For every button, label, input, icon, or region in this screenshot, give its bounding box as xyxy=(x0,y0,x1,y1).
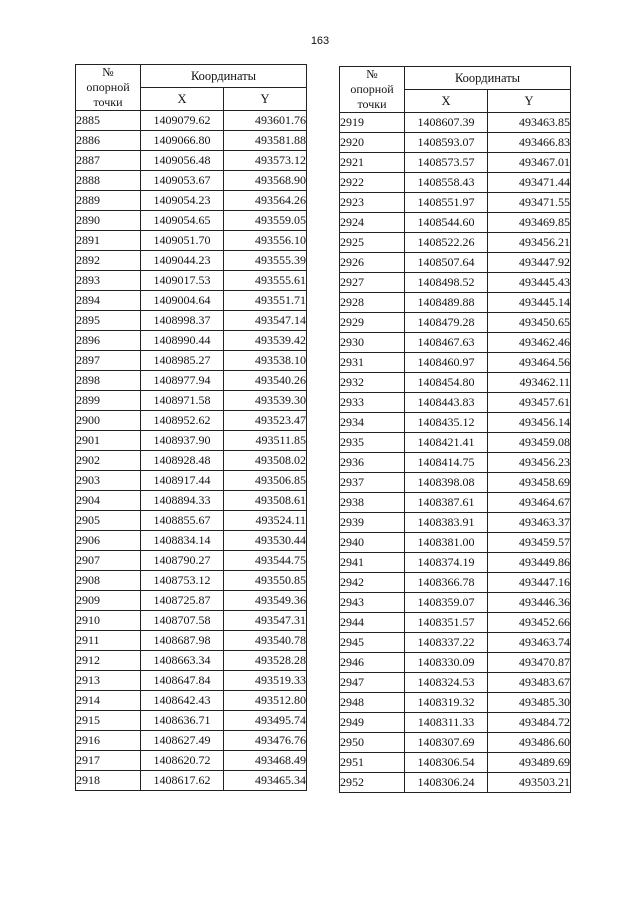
x-coordinate-cell: 1408627.49 xyxy=(141,731,224,751)
table-row xyxy=(76,531,307,551)
table-row xyxy=(76,251,307,271)
table-row xyxy=(340,573,571,593)
y-coordinate-cell: 493489.69 xyxy=(488,753,571,773)
x-coordinate-cell: 1409017.53 xyxy=(141,271,224,291)
table-row xyxy=(76,631,307,651)
y-coordinate-cell: 493485.30 xyxy=(488,693,571,713)
table-body xyxy=(76,111,307,791)
y-coordinate-cell: 493511.85 xyxy=(224,431,307,451)
point-number-cell: 2937 xyxy=(340,473,405,493)
x-coordinate-cell: 1408917.44 xyxy=(141,471,224,491)
x-coordinate-cell: 1408337.22 xyxy=(405,633,488,653)
table-row xyxy=(340,773,571,793)
x-coordinate-cell: 1408952.62 xyxy=(141,411,224,431)
y-coordinate-cell: 493508.61 xyxy=(224,491,307,511)
table-row xyxy=(76,111,307,131)
x-coordinate-cell: 1408558.43 xyxy=(405,173,488,193)
point-number-cell: 2942 xyxy=(340,573,405,593)
point-number-cell: 2924 xyxy=(340,213,405,233)
point-number-cell: 2943 xyxy=(340,593,405,613)
table-row xyxy=(76,691,307,711)
point-number-cell: 2931 xyxy=(340,353,405,373)
x-coordinate-cell: 1409056.48 xyxy=(141,151,224,171)
y-coordinate-cell: 493463.85 xyxy=(488,113,571,133)
point-number-cell: 2911 xyxy=(76,631,141,651)
point-number-cell: 2898 xyxy=(76,371,141,391)
x-coordinate-cell: 1408383.91 xyxy=(405,513,488,533)
y-column-header: Y xyxy=(224,88,307,111)
y-coordinate-cell: 493551.71 xyxy=(224,291,307,311)
point-number-cell: 2917 xyxy=(76,751,141,771)
y-coordinate-cell: 493539.30 xyxy=(224,391,307,411)
point-number-cell: 2907 xyxy=(76,551,141,571)
x-coordinate-cell: 1408636.71 xyxy=(141,711,224,731)
x-column-header: X xyxy=(141,88,224,111)
point-number-header: № опорной точки xyxy=(76,65,141,111)
table-row xyxy=(76,711,307,731)
point-number-cell: 2922 xyxy=(340,173,405,193)
x-coordinate-cell: 1408374.19 xyxy=(405,553,488,573)
y-coordinate-cell: 493506.85 xyxy=(224,471,307,491)
point-number-cell: 2947 xyxy=(340,673,405,693)
y-coordinate-cell: 493573.12 xyxy=(224,151,307,171)
y-coordinate-cell: 493559.05 xyxy=(224,211,307,231)
table-row xyxy=(76,551,307,571)
y-coordinate-cell: 493464.56 xyxy=(488,353,571,373)
y-coordinate-cell: 493449.86 xyxy=(488,553,571,573)
table-row xyxy=(76,671,307,691)
point-number-cell: 2938 xyxy=(340,493,405,513)
y-coordinate-cell: 493540.78 xyxy=(224,631,307,651)
y-coordinate-cell: 493483.67 xyxy=(488,673,571,693)
x-coordinate-cell: 1408359.07 xyxy=(405,593,488,613)
point-number-cell: 2908 xyxy=(76,571,141,591)
y-coordinate-cell: 493484.72 xyxy=(488,713,571,733)
table-row xyxy=(340,353,571,373)
point-number-cell: 2902 xyxy=(76,451,141,471)
table-row xyxy=(76,371,307,391)
point-number-cell: 2923 xyxy=(340,193,405,213)
point-number-cell: 2909 xyxy=(76,591,141,611)
y-coordinate-cell: 493459.57 xyxy=(488,533,571,553)
x-coordinate-cell: 1408443.83 xyxy=(405,393,488,413)
y-coordinate-cell: 493503.21 xyxy=(488,773,571,793)
y-coordinate-cell: 493538.10 xyxy=(224,351,307,371)
point-number-cell: 2933 xyxy=(340,393,405,413)
point-number-cell: 2888 xyxy=(76,171,141,191)
table-row xyxy=(76,771,307,791)
table-row xyxy=(340,453,571,473)
point-number-cell: 2946 xyxy=(340,653,405,673)
point-number-cell: 2941 xyxy=(340,553,405,573)
y-coordinate-cell: 493530.44 xyxy=(224,531,307,551)
table-row xyxy=(340,333,571,353)
point-number-cell: 2891 xyxy=(76,231,141,251)
y-coordinate-cell: 493445.43 xyxy=(488,273,571,293)
y-coordinate-cell: 493512.80 xyxy=(224,691,307,711)
x-coordinate-cell: 1408522.26 xyxy=(405,233,488,253)
point-number-cell: 2890 xyxy=(76,211,141,231)
y-column-header: Y xyxy=(488,90,571,113)
y-coordinate-cell: 493464.67 xyxy=(488,493,571,513)
point-number-cell: 2895 xyxy=(76,311,141,331)
point-number-cell: 2892 xyxy=(76,251,141,271)
y-coordinate-cell: 493471.44 xyxy=(488,173,571,193)
x-coordinate-cell: 1408498.52 xyxy=(405,273,488,293)
x-coordinate-cell: 1408435.12 xyxy=(405,413,488,433)
x-coordinate-cell: 1408593.07 xyxy=(405,133,488,153)
point-number-cell: 2940 xyxy=(340,533,405,553)
x-coordinate-cell: 1408551.97 xyxy=(405,193,488,213)
y-coordinate-cell: 493581.88 xyxy=(224,131,307,151)
table-body xyxy=(340,113,571,793)
point-number-cell: 2921 xyxy=(340,153,405,173)
table-row xyxy=(76,331,307,351)
point-number-header: № опорной точки xyxy=(340,67,405,113)
y-coordinate-cell: 493495.74 xyxy=(224,711,307,731)
point-number-cell: 2912 xyxy=(76,651,141,671)
x-coordinate-cell: 1408928.48 xyxy=(141,451,224,471)
point-number-cell: 2934 xyxy=(340,413,405,433)
y-coordinate-cell: 493456.21 xyxy=(488,233,571,253)
y-coordinate-cell: 493468.49 xyxy=(224,751,307,771)
table-row xyxy=(76,591,307,611)
y-coordinate-cell: 493544.75 xyxy=(224,551,307,571)
point-number-cell: 2949 xyxy=(340,713,405,733)
x-coordinate-cell: 1408330.09 xyxy=(405,653,488,673)
y-coordinate-cell: 493476.76 xyxy=(224,731,307,751)
table-row xyxy=(76,431,307,451)
x-coordinate-cell: 1408324.53 xyxy=(405,673,488,693)
x-coordinate-cell: 1408620.72 xyxy=(141,751,224,771)
point-number-cell: 2919 xyxy=(340,113,405,133)
y-coordinate-cell: 493466.83 xyxy=(488,133,571,153)
y-coordinate-cell: 493508.02 xyxy=(224,451,307,471)
table-row xyxy=(76,751,307,771)
point-number-cell: 2930 xyxy=(340,333,405,353)
point-number-cell: 2905 xyxy=(76,511,141,531)
table-row xyxy=(340,533,571,553)
table-row xyxy=(76,271,307,291)
y-coordinate-cell: 493457.61 xyxy=(488,393,571,413)
x-coordinate-cell: 1409053.67 xyxy=(141,171,224,191)
point-number-cell: 2935 xyxy=(340,433,405,453)
y-coordinate-cell: 493555.39 xyxy=(224,251,307,271)
table-row xyxy=(340,633,571,653)
x-coordinate-cell: 1408414.75 xyxy=(405,453,488,473)
x-coordinate-cell: 1409051.70 xyxy=(141,231,224,251)
y-coordinate-cell: 493446.36 xyxy=(488,593,571,613)
table-row xyxy=(340,493,571,513)
y-coordinate-cell: 493555.61 xyxy=(224,271,307,291)
table-row xyxy=(340,273,571,293)
table-row xyxy=(76,191,307,211)
y-coordinate-cell: 493445.14 xyxy=(488,293,571,313)
point-number-cell: 2950 xyxy=(340,733,405,753)
table-row xyxy=(76,511,307,531)
point-number-cell: 2904 xyxy=(76,491,141,511)
point-number-cell: 2916 xyxy=(76,731,141,751)
x-coordinate-cell: 1408937.90 xyxy=(141,431,224,451)
table-row xyxy=(76,131,307,151)
x-column-header: X xyxy=(405,90,488,113)
x-coordinate-cell: 1408977.94 xyxy=(141,371,224,391)
point-number-cell: 2928 xyxy=(340,293,405,313)
point-number-cell: 2906 xyxy=(76,531,141,551)
point-number-cell: 2896 xyxy=(76,331,141,351)
coordinates-header: Координаты xyxy=(141,65,307,88)
y-coordinate-cell: 493556.10 xyxy=(224,231,307,251)
x-coordinate-cell: 1408687.98 xyxy=(141,631,224,651)
x-coordinate-cell: 1408351.57 xyxy=(405,613,488,633)
table-row xyxy=(340,473,571,493)
table-row xyxy=(340,253,571,273)
y-coordinate-cell: 493601.76 xyxy=(224,111,307,131)
y-coordinate-cell: 493471.55 xyxy=(488,193,571,213)
y-coordinate-cell: 493524.11 xyxy=(224,511,307,531)
y-coordinate-cell: 493447.16 xyxy=(488,573,571,593)
point-number-cell: 2918 xyxy=(76,771,141,791)
x-coordinate-cell: 1409079.62 xyxy=(141,111,224,131)
table-row xyxy=(340,193,571,213)
y-coordinate-cell: 493550.85 xyxy=(224,571,307,591)
table-row xyxy=(340,393,571,413)
point-number-cell: 2945 xyxy=(340,633,405,653)
x-coordinate-cell: 1408387.61 xyxy=(405,493,488,513)
point-number-cell: 2951 xyxy=(340,753,405,773)
table-row xyxy=(76,731,307,751)
x-coordinate-cell: 1408489.88 xyxy=(405,293,488,313)
page-number: 163 xyxy=(310,35,330,47)
x-coordinate-cell: 1409054.65 xyxy=(141,211,224,231)
table-row xyxy=(76,151,307,171)
x-coordinate-cell: 1408306.54 xyxy=(405,753,488,773)
point-number-cell: 2952 xyxy=(340,773,405,793)
y-coordinate-cell: 493467.01 xyxy=(488,153,571,173)
table-row xyxy=(340,513,571,533)
table-row xyxy=(76,611,307,631)
point-number-cell: 2939 xyxy=(340,513,405,533)
x-coordinate-cell: 1408544.60 xyxy=(405,213,488,233)
point-number-cell: 2926 xyxy=(340,253,405,273)
x-coordinate-cell: 1408460.97 xyxy=(405,353,488,373)
x-coordinate-cell: 1408381.00 xyxy=(405,533,488,553)
y-coordinate-cell: 493528.28 xyxy=(224,651,307,671)
y-coordinate-cell: 493540.26 xyxy=(224,371,307,391)
table-row xyxy=(76,171,307,191)
y-coordinate-cell: 493450.65 xyxy=(488,313,571,333)
x-coordinate-cell: 1408707.58 xyxy=(141,611,224,631)
table-row xyxy=(76,311,307,331)
x-coordinate-cell: 1408306.24 xyxy=(405,773,488,793)
table-row xyxy=(340,233,571,253)
point-number-cell: 2944 xyxy=(340,613,405,633)
y-coordinate-cell: 493523.47 xyxy=(224,411,307,431)
x-coordinate-cell: 1409004.64 xyxy=(141,291,224,311)
table-row xyxy=(340,653,571,673)
table-row xyxy=(340,373,571,393)
coordinates-table-right xyxy=(339,66,571,793)
x-coordinate-cell: 1408725.87 xyxy=(141,591,224,611)
table-row xyxy=(76,211,307,231)
x-coordinate-cell: 1408985.27 xyxy=(141,351,224,371)
table-row xyxy=(340,153,571,173)
x-coordinate-cell: 1408990.44 xyxy=(141,331,224,351)
y-coordinate-cell: 493547.14 xyxy=(224,311,307,331)
table-row xyxy=(340,733,571,753)
y-coordinate-cell: 493568.90 xyxy=(224,171,307,191)
y-coordinate-cell: 493456.14 xyxy=(488,413,571,433)
coordinates-table-left xyxy=(75,64,307,791)
y-coordinate-cell: 493564.26 xyxy=(224,191,307,211)
table-row xyxy=(76,411,307,431)
point-number-cell: 2903 xyxy=(76,471,141,491)
table-row xyxy=(340,173,571,193)
table-row xyxy=(340,213,571,233)
table-row xyxy=(340,713,571,733)
y-coordinate-cell: 493459.08 xyxy=(488,433,571,453)
x-coordinate-cell: 1409044.23 xyxy=(141,251,224,271)
x-coordinate-cell: 1408607.39 xyxy=(405,113,488,133)
x-coordinate-cell: 1408855.67 xyxy=(141,511,224,531)
x-coordinate-cell: 1408467.63 xyxy=(405,333,488,353)
table-row xyxy=(340,673,571,693)
x-coordinate-cell: 1408663.34 xyxy=(141,651,224,671)
x-coordinate-cell: 1408647.84 xyxy=(141,671,224,691)
point-number-cell: 2948 xyxy=(340,693,405,713)
x-coordinate-cell: 1409054.23 xyxy=(141,191,224,211)
point-number-cell: 2914 xyxy=(76,691,141,711)
y-coordinate-cell: 493463.37 xyxy=(488,513,571,533)
table-row xyxy=(340,293,571,313)
y-coordinate-cell: 493547.31 xyxy=(224,611,307,631)
x-coordinate-cell: 1408311.33 xyxy=(405,713,488,733)
table-row xyxy=(76,471,307,491)
table-row xyxy=(340,553,571,573)
table-row xyxy=(76,391,307,411)
x-coordinate-cell: 1408366.78 xyxy=(405,573,488,593)
x-coordinate-cell: 1408971.58 xyxy=(141,391,224,411)
table-row xyxy=(76,491,307,511)
x-coordinate-cell: 1408398.08 xyxy=(405,473,488,493)
x-coordinate-cell: 1409066.80 xyxy=(141,131,224,151)
table-row xyxy=(76,651,307,671)
y-coordinate-cell: 493458.69 xyxy=(488,473,571,493)
table-row xyxy=(340,433,571,453)
table-row xyxy=(76,351,307,371)
y-coordinate-cell: 493456.23 xyxy=(488,453,571,473)
table-row xyxy=(340,613,571,633)
x-coordinate-cell: 1408319.32 xyxy=(405,693,488,713)
x-coordinate-cell: 1408307.69 xyxy=(405,733,488,753)
table-row xyxy=(340,593,571,613)
point-number-cell: 2893 xyxy=(76,271,141,291)
point-number-cell: 2936 xyxy=(340,453,405,473)
table-row xyxy=(76,231,307,251)
point-number-cell: 2920 xyxy=(340,133,405,153)
y-coordinate-cell: 493465.34 xyxy=(224,771,307,791)
table-row xyxy=(340,133,571,153)
table-row xyxy=(76,291,307,311)
y-coordinate-cell: 493462.11 xyxy=(488,373,571,393)
point-number-cell: 2915 xyxy=(76,711,141,731)
y-coordinate-cell: 493452.66 xyxy=(488,613,571,633)
point-number-cell: 2913 xyxy=(76,671,141,691)
y-coordinate-cell: 493447.92 xyxy=(488,253,571,273)
x-coordinate-cell: 1408834.14 xyxy=(141,531,224,551)
x-coordinate-cell: 1408998.37 xyxy=(141,311,224,331)
x-coordinate-cell: 1408753.12 xyxy=(141,571,224,591)
table-row xyxy=(340,753,571,773)
y-coordinate-cell: 493539.42 xyxy=(224,331,307,351)
point-number-cell: 2932 xyxy=(340,373,405,393)
point-number-cell: 2925 xyxy=(340,233,405,253)
x-coordinate-cell: 1408642.43 xyxy=(141,691,224,711)
table-row xyxy=(340,693,571,713)
point-number-cell: 2889 xyxy=(76,191,141,211)
point-number-cell: 2929 xyxy=(340,313,405,333)
y-coordinate-cell: 493463.74 xyxy=(488,633,571,653)
y-coordinate-cell: 493470.87 xyxy=(488,653,571,673)
table-row xyxy=(340,113,571,133)
table-row xyxy=(340,313,571,333)
x-coordinate-cell: 1408454.80 xyxy=(405,373,488,393)
x-coordinate-cell: 1408573.57 xyxy=(405,153,488,173)
table-row xyxy=(340,413,571,433)
point-number-cell: 2885 xyxy=(76,111,141,131)
table-row xyxy=(76,451,307,471)
point-number-cell: 2887 xyxy=(76,151,141,171)
x-coordinate-cell: 1408507.64 xyxy=(405,253,488,273)
coordinates-header: Координаты xyxy=(405,67,571,90)
point-number-cell: 2901 xyxy=(76,431,141,451)
point-number-cell: 2900 xyxy=(76,411,141,431)
y-coordinate-cell: 493486.60 xyxy=(488,733,571,753)
point-number-cell: 2927 xyxy=(340,273,405,293)
point-number-cell: 2897 xyxy=(76,351,141,371)
point-number-cell: 2894 xyxy=(76,291,141,311)
x-coordinate-cell: 1408421.41 xyxy=(405,433,488,453)
x-coordinate-cell: 1408790.27 xyxy=(141,551,224,571)
x-coordinate-cell: 1408479.28 xyxy=(405,313,488,333)
point-number-cell: 2886 xyxy=(76,131,141,151)
table-row xyxy=(76,571,307,591)
y-coordinate-cell: 493519.33 xyxy=(224,671,307,691)
y-coordinate-cell: 493462.46 xyxy=(488,333,571,353)
x-coordinate-cell: 1408894.33 xyxy=(141,491,224,511)
point-number-cell: 2899 xyxy=(76,391,141,411)
point-number-cell: 2910 xyxy=(76,611,141,631)
x-coordinate-cell: 1408617.62 xyxy=(141,771,224,791)
y-coordinate-cell: 493549.36 xyxy=(224,591,307,611)
y-coordinate-cell: 493469.85 xyxy=(488,213,571,233)
